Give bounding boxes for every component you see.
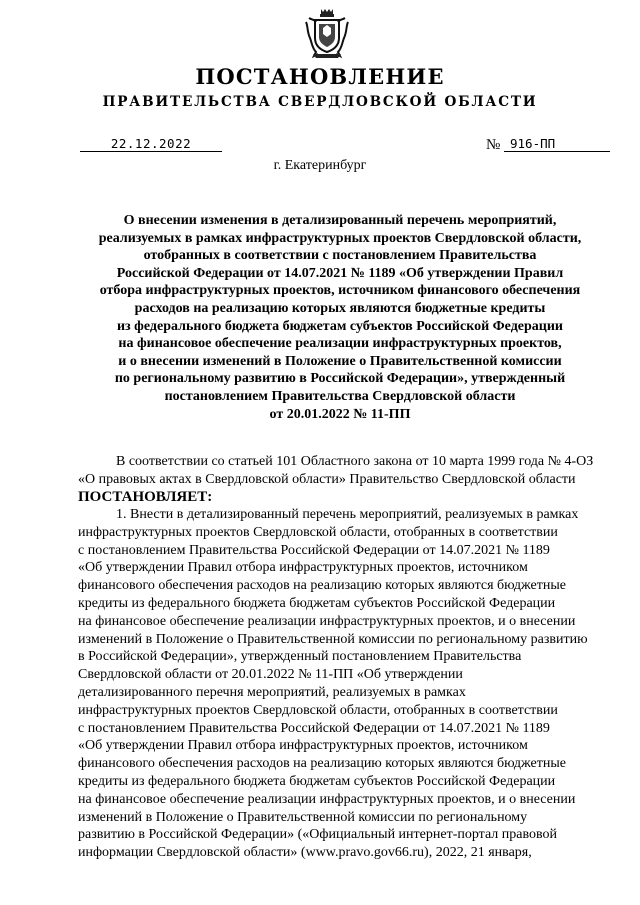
document-date: 22.12.2022	[110, 136, 192, 151]
resolves-heading: ПОСТАНОВЛЯЕТ:	[78, 488, 213, 505]
item-line: с постановлением Правительства Российской Федерации от 14.07.2021 № 1189	[78, 720, 550, 736]
item-1	[78, 506, 610, 862]
document-number: 916-ПП	[510, 136, 556, 151]
item-line: изменений в Положение о Правительственной комиссии по региональному развитию	[78, 631, 588, 647]
document-type: ПОСТАНОВЛЕНИЕ	[195, 64, 445, 89]
title-line: и о внесении изменений в Положение о Правительственной комиссии	[118, 353, 562, 369]
item-line: Свердловской области от 20.01.2022 № 11-ПП «Об утверждении	[78, 667, 463, 683]
item-line: детализированного перечня мероприятий, реализуемых в рамках	[78, 684, 466, 700]
title-line: отобранных в соответствии с постановлением Правительства	[143, 248, 537, 264]
title-line: отбора инфраструктурных проектов, источником финансового обеспечения	[99, 283, 581, 299]
item-line: кредиты из федерального бюджета бюджетам субъектов Российской Федерации	[78, 773, 556, 789]
title-line: от 20.01.2022 № 11-ПП	[269, 406, 411, 422]
item-line: «Об утверждении Правил отбора инфраструктурных проектов, источником	[78, 560, 528, 576]
item-line: финансового обеспечения расходов на реализацию которых являются бюджетные	[78, 756, 566, 772]
city: г. Екатеринбург	[273, 158, 367, 173]
item-line: изменений в Положение о Правительственной комиссии по региональному	[78, 809, 528, 825]
item-line: инфраструктурных проектов Свердловской области, отобранных в соответствии	[78, 702, 558, 718]
item-line: инфраструктурных проектов Свердловской области, отобранных в соответствии	[78, 524, 558, 540]
item-line: на финансовое обеспечение реализации инфраструктурных проектов, и о внесении	[78, 613, 576, 629]
item-line: 1. Внести в детализированный перечень мероприятий, реализуемых в рамках	[116, 507, 579, 522]
number-underline	[504, 151, 610, 152]
document-title	[20, 212, 640, 423]
preamble-line: В соответствии со статьей 101 Областного закона от 10 марта 1999 года № 4-ОЗ	[116, 454, 594, 469]
title-line: на финансовое обеспечение реализации инфраструктурных проектов,	[118, 336, 562, 352]
item-line: на финансовое обеспечение реализации инфраструктурных проектов, и о внесении	[78, 791, 576, 807]
item-line: с постановлением Правительства Российской Федерации от 14.07.2021 № 1189	[78, 542, 550, 558]
title-line: расходов на реализацию которых являются бюджетные кредиты	[134, 300, 546, 316]
preamble-line: «О правовых актах в Свердловской области» Правительство Свердловской области	[78, 471, 576, 487]
item-line: кредиты из федерального бюджета бюджетам субъектов Российской Федерации	[78, 595, 556, 611]
coat-of-arms-icon	[303, 6, 351, 60]
number-sign: №	[486, 137, 501, 153]
title-line: по региональному развитию в Российской Федерации», утвержденный	[114, 371, 566, 387]
item-line: финансового обеспечения расходов на реализацию которых являются бюджетные	[78, 578, 566, 594]
preamble	[78, 453, 610, 506]
title-line: реализуемых в рамках инфраструктурных проектов Свердловской области,	[98, 230, 582, 246]
title-line: Российской Федерации от 14.07.2021 № 1189 «Об утверждении Правил	[116, 265, 564, 281]
item-line: «Об утверждении Правил отбора инфраструктурных проектов, источником	[78, 738, 528, 754]
title-line: из федерального бюджета бюджетам субъектов Российской Федерации	[116, 318, 563, 334]
date-underline	[80, 151, 222, 152]
title-line: О внесении изменения в детализированный перечень мероприятий,	[123, 213, 557, 228]
issuing-authority: ПРАВИТЕЛЬСТВА СВЕРДЛОВСКОЙ ОБЛАСТИ	[102, 94, 538, 110]
item-line: развитию в Российской Федерации» («Официальный интернет-портал правовой	[78, 827, 558, 843]
item-line: информации Свердловской области» (www.pravo.gov66.ru), 2022, 21 января,	[78, 845, 532, 861]
title-line: постановлением Правительства Свердловской области	[164, 388, 516, 404]
item-line: в Российской Федерации», утвержденный постановлением Правительства	[78, 649, 522, 665]
